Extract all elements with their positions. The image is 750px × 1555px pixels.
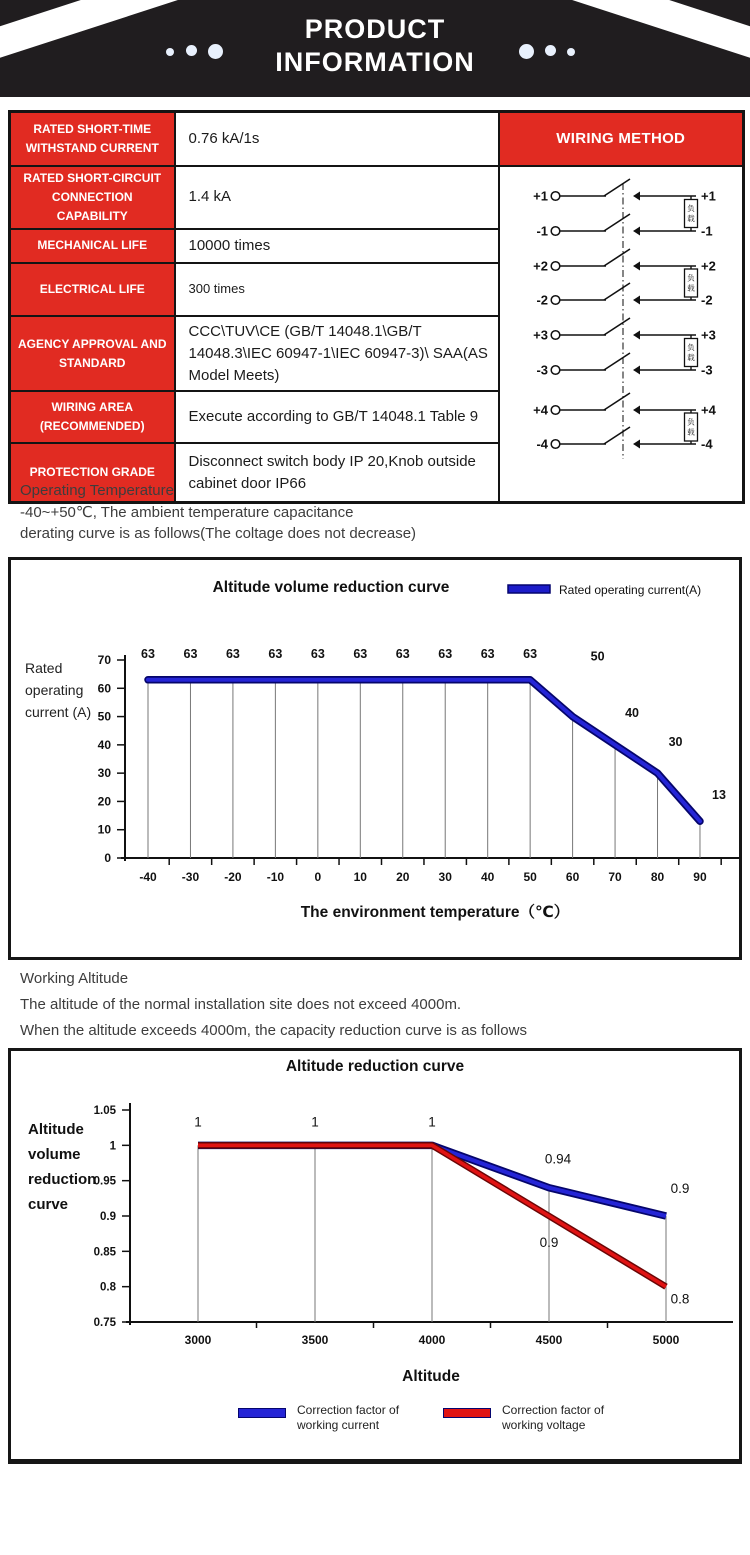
contact-arrow (633, 330, 640, 339)
spec-table (8, 110, 745, 504)
y-tick-label: 0 (104, 851, 111, 865)
spec-value-cell: 300 times (175, 263, 499, 316)
terminal-label-right: +1 (700, 188, 716, 203)
spec-value-cell: 1.4 kA (175, 166, 499, 230)
point-label: 1 (428, 1114, 436, 1130)
x-tick-label: 90 (693, 870, 707, 884)
contact-arrow (633, 365, 640, 374)
legend-label-line: Correction factor of (502, 1403, 605, 1417)
x-tick-label: 30 (438, 870, 452, 884)
load-label: 载 (686, 352, 695, 362)
y-tick-label: 10 (97, 822, 111, 837)
y-tick-label: 0.95 (93, 1175, 116, 1188)
x-tick-label: 10 (353, 870, 367, 884)
terminal-circle (551, 226, 560, 235)
legend-label-line: working voltage (502, 1418, 586, 1432)
load-label: 载 (686, 283, 695, 292)
x-tick-label: 4000 (418, 1333, 446, 1347)
y-axis-title (25, 657, 91, 723)
spec-label-cell: WIRING AREA (RECOMMENDED) (10, 391, 175, 443)
legend-label-line: working current (297, 1418, 380, 1432)
note-line: The altitude of the normal installation site does not exceed 4000m. (20, 996, 462, 1013)
x-tick-label: 80 (650, 870, 665, 884)
switch-blade (604, 318, 630, 335)
x-tick-label: 70 (608, 870, 622, 884)
y-tick-label: 0.9 (100, 1211, 116, 1223)
terminal-circle (551, 439, 560, 448)
y-tick-label: 30 (97, 766, 111, 781)
y-axis-title-line: volume (28, 1146, 81, 1163)
chart-altitude-volume-reduction (8, 557, 742, 960)
y-tick-label: 0.85 (93, 1246, 116, 1259)
x-tick-label: 40 (481, 870, 495, 884)
x-tick-label: 0 (314, 870, 322, 884)
terminal-circle (551, 365, 560, 374)
legend-label (297, 1403, 399, 1433)
y-tick-label: 1 (109, 1140, 116, 1153)
switch-blade (604, 427, 630, 444)
product-info-header (0, 0, 750, 97)
load-label: 负 (686, 203, 695, 213)
legend-label: Rated operating current(A) (559, 583, 702, 597)
temperature-derating-chart (11, 560, 739, 957)
spec-label-cell: AGENCY APPROVAL AND STANDARD (10, 316, 175, 391)
load-label: 载 (686, 213, 695, 223)
terminal-circle (551, 330, 560, 339)
page-title-line-2: INFORMATION (275, 47, 475, 77)
spec-label-cell: PROTECTION GRADE (10, 443, 175, 502)
load-label: 载 (686, 427, 695, 436)
spec-value-cell: Execute according to GB/T 14048.1 Table 9 (175, 391, 499, 443)
legend-swatch (238, 1408, 286, 1418)
point-label: 13 (712, 788, 726, 803)
point-label: 0.8 (670, 1291, 690, 1307)
note-line: Working Altitude (20, 970, 129, 987)
contact-arrow (633, 405, 640, 414)
terminal-label-left: +3 (532, 327, 548, 342)
chart-title: Altitude volume reduction curve (212, 579, 450, 596)
point-label: 40 (625, 705, 640, 720)
point-label: 63 (438, 646, 453, 661)
page-title (0, 13, 750, 79)
spec-row (10, 166, 744, 230)
legend-label-line: Correction factor of (297, 1403, 400, 1417)
note-line: -40~+50℃, The ambient temperature capacitance (20, 503, 354, 521)
contact-arrow (633, 439, 640, 448)
switch-blade (604, 393, 630, 410)
point-label: 1 (194, 1114, 202, 1130)
y-tick-label: 20 (97, 794, 111, 809)
x-tick-label: 60 (565, 870, 580, 884)
y-tick-label: 70 (97, 653, 111, 668)
terminal-label-right: +4 (700, 402, 716, 417)
altitude-reduction-chart (11, 1051, 739, 1396)
x-tick-label: -20 (224, 870, 242, 884)
terminal-label-left: +2 (532, 258, 548, 273)
point-label: 30 (668, 735, 683, 750)
wiring-method-diagram-cell (499, 166, 744, 503)
point-label: 0.94 (544, 1151, 572, 1167)
terminal-label-left: +1 (532, 188, 548, 203)
switch-blade (604, 179, 630, 196)
y-tick-label: 0.75 (93, 1317, 116, 1329)
switch-blade (604, 283, 630, 300)
spec-label-cell: RATED SHORT-CIRCUIT CONNECTION CAPABILITY (10, 166, 175, 230)
point-label: 1 (311, 1114, 319, 1130)
x-tick-label: 20 (396, 870, 410, 884)
y-tick-label: 50 (97, 709, 111, 724)
point-label: 0.9 (539, 1235, 559, 1250)
y-axis-title-line: Rated (25, 660, 63, 676)
series-line-outline (148, 680, 700, 821)
contact-arrow (633, 226, 640, 235)
point-label: 0.9 (670, 1181, 690, 1196)
note-working-altitude (20, 966, 527, 1044)
contact-arrow (633, 191, 640, 200)
x-tick-label: -10 (266, 870, 285, 884)
terminal-label-left: -4 (535, 436, 548, 451)
y-tick-label: 40 (97, 737, 111, 752)
spec-value-cell: CCC\TUV\CE (GB/T 14048.1\GB/T 14048.3\IEC 60947-1\IEC 60947-3)\ SAA(AS Model Meets) (175, 316, 499, 391)
point-label: 63 (353, 646, 368, 661)
terminal-label-right: -4 (700, 436, 713, 451)
note-line: Operating Temperature (20, 482, 174, 499)
x-tick-label: 3500 (301, 1333, 329, 1347)
y-tick-label: 0.8 (100, 1281, 116, 1294)
terminal-circle (551, 405, 560, 414)
y-tick-label: 60 (97, 681, 111, 696)
point-label: 63 (310, 646, 325, 661)
note-line: When the altitude exceeds 4000m, the capacity reduction curve is as follows (20, 1022, 527, 1039)
spec-value-cell: 10000 times (175, 229, 499, 263)
note-operating-temperature (20, 480, 416, 545)
y-axis-title-line: operating (25, 682, 84, 698)
load-label: 负 (686, 342, 695, 352)
legend-entry (238, 1403, 399, 1433)
y-axis-title-line: current (A) (25, 704, 92, 720)
point-label: 50 (590, 649, 605, 664)
spec-label-cell: RATED SHORT-TIME WITHSTAND CURRENT (10, 112, 175, 166)
terminal-circle (551, 295, 560, 304)
terminal-label-right: +2 (700, 258, 716, 273)
y-tick-label: 1.05 (93, 1104, 116, 1117)
x-tick-label: 5000 (652, 1333, 680, 1347)
terminal-label-left: -3 (535, 362, 548, 377)
y-axis-title-line: reduction (28, 1171, 97, 1188)
spec-label-cell: MECHANICAL LIFE (10, 229, 175, 263)
point-label: 63 (183, 646, 198, 661)
legend-swatch (508, 585, 550, 593)
point-label: 63 (395, 646, 410, 661)
x-tick-label: 4500 (535, 1333, 563, 1347)
load-label: 负 (686, 417, 695, 426)
x-axis-title: The environment temperature（℃） (300, 904, 570, 921)
terminal-label-right: -3 (700, 362, 713, 377)
chart-title: Altitude reduction curve (285, 1058, 465, 1075)
contact-arrow (633, 295, 640, 304)
x-axis-title: Altitude (402, 1368, 460, 1385)
note-line: derating curve is as follows(The coltage does not decrease) (20, 525, 417, 542)
legend-swatch (443, 1408, 491, 1418)
wiring-diagram (500, 167, 741, 470)
x-tick-label: -30 (181, 870, 200, 884)
wiring-method-header: WIRING METHOD (499, 112, 744, 166)
terminal-label-right: -1 (700, 223, 713, 238)
terminal-label-right: -2 (700, 292, 713, 307)
x-tick-label: -40 (139, 870, 157, 884)
terminal-label-left: +4 (532, 402, 548, 417)
switch-blade (604, 249, 630, 266)
chart-altitude-reduction (8, 1048, 742, 1464)
load-label: 负 (686, 273, 695, 282)
terminal-circle (551, 261, 560, 270)
spec-value-cell: Disconnect switch body IP 20,Knob outside cabinet door IP66 (175, 443, 499, 502)
y-axis-title-line: curve (28, 1196, 69, 1213)
terminal-circle (551, 191, 560, 200)
switch-blade (604, 353, 630, 370)
spec-row (10, 112, 744, 166)
x-tick-label: 50 (523, 870, 537, 884)
x-tick-label: 3000 (184, 1333, 212, 1347)
point-label: 63 (523, 646, 538, 661)
legend-entry (443, 1403, 604, 1433)
terminal-label-left: -1 (535, 223, 548, 238)
y-axis-title-line: Altitude (28, 1121, 84, 1138)
legend-label (502, 1403, 604, 1433)
point-label: 63 (141, 646, 155, 661)
spec-label-cell: ELECTRICAL LIFE (10, 263, 175, 316)
point-label: 63 (225, 646, 240, 661)
point-label: 63 (480, 646, 495, 661)
contact-arrow (633, 261, 640, 270)
y-axis-title (28, 1117, 96, 1217)
terminal-label-right: +3 (700, 327, 716, 342)
switch-blade (604, 214, 630, 231)
page-title-line-1: PRODUCT (304, 14, 446, 44)
terminal-label-left: -2 (535, 292, 548, 307)
spec-value-cell: 0.76 kA/1s (175, 112, 499, 166)
point-label: 63 (268, 646, 283, 661)
